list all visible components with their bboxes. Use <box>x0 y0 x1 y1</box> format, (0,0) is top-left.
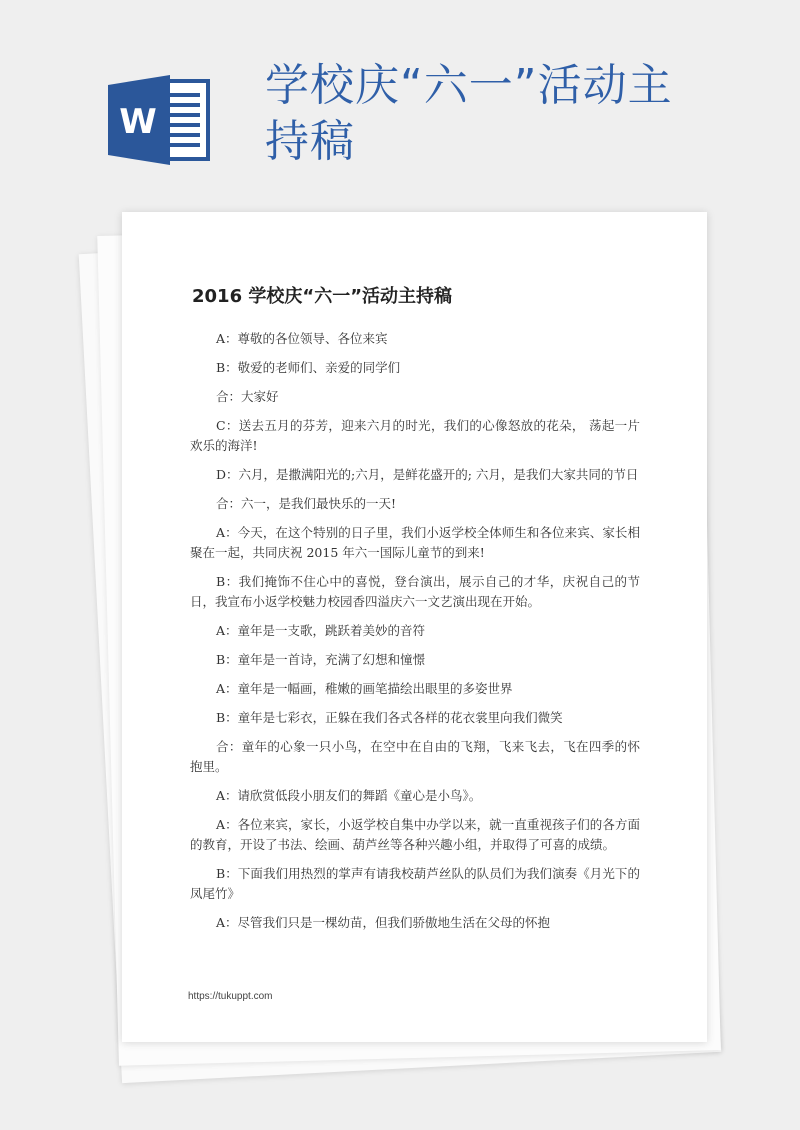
paragraph: B：下面我们用热烈的掌声有请我校葫芦丝队的队员们为我们演奏《月光下的凤尾竹》 <box>190 866 640 901</box>
paragraph: A：尊敬的各位领导、各位来宾 <box>216 331 388 346</box>
footer-url: https://tukuppt.com <box>188 991 273 1002</box>
paragraph: 合：童年的心象一只小鸟，在空中在自由的飞翔，飞来飞去，飞在四季的怀抱里。 <box>190 739 640 774</box>
document-page <box>122 212 707 1042</box>
paragraph: B：童年是七彩衣，正躲在我们各式各样的花衣裳里向我们微笑 <box>216 710 563 725</box>
paragraph: A：尽管我们只是一棵幼苗，但我们骄傲地生活在父母的怀抱 <box>216 915 551 930</box>
page-title: 学校庆“六一”活动主持稿 <box>265 60 673 167</box>
paragraph: B：我们掩饰不住心中的喜悦，登台演出，展示自己的才华，庆祝自己的节日，我宣布小返学校魅力校园香四溢庆六一文艺演出现在开始。 <box>190 574 640 609</box>
paragraph: C：送去五月的芬芳，迎来六月的时光，我们的心像怒放的花朵， 荡起一片欢乐的海洋! <box>190 418 640 453</box>
paragraph: A：请欣赏低段小朋友们的舞蹈《童心是小鸟》。 <box>216 788 482 803</box>
paragraph: A：各位来宾，家长，小返学校自集中办学以来，就一直重视孩子们的各方面的教育，开设了书法、绘画、葫芦丝等各种兴趣小组，并取得了可喜的成绩。 <box>190 817 640 852</box>
word-icon-letter: W <box>119 102 157 142</box>
paragraph: A：今天，在这个特别的日子里，我们小返学校全体师生和各位来宾、家长相聚在一起，共同庆祝 2015 年六一国际儿童节的到来! <box>190 525 640 560</box>
paragraph: 合：六一，是我们最快乐的一天! <box>216 496 397 511</box>
paragraph: B：敬爱的老师们、亲爱的同学们 <box>216 360 401 375</box>
word-icon <box>108 75 212 165</box>
document-body <box>190 329 640 942</box>
paragraph: 合：大家好 <box>216 389 279 404</box>
paragraph: A：童年是一支歌，跳跃着美妙的音符 <box>216 623 426 638</box>
paragraph: D：六月，是撒满阳光的;六月，是鲜花盛开的; 六月，是我们大家共同的节日 <box>216 467 639 482</box>
paragraph: B：童年是一首诗，充满了幻想和憧憬 <box>216 652 426 667</box>
document-title: 2016 学校庆“六一”活动主持稿 <box>192 286 453 307</box>
paragraph: A：童年是一幅画，稚嫩的画笔描绘出眼里的多姿世界 <box>216 681 513 696</box>
